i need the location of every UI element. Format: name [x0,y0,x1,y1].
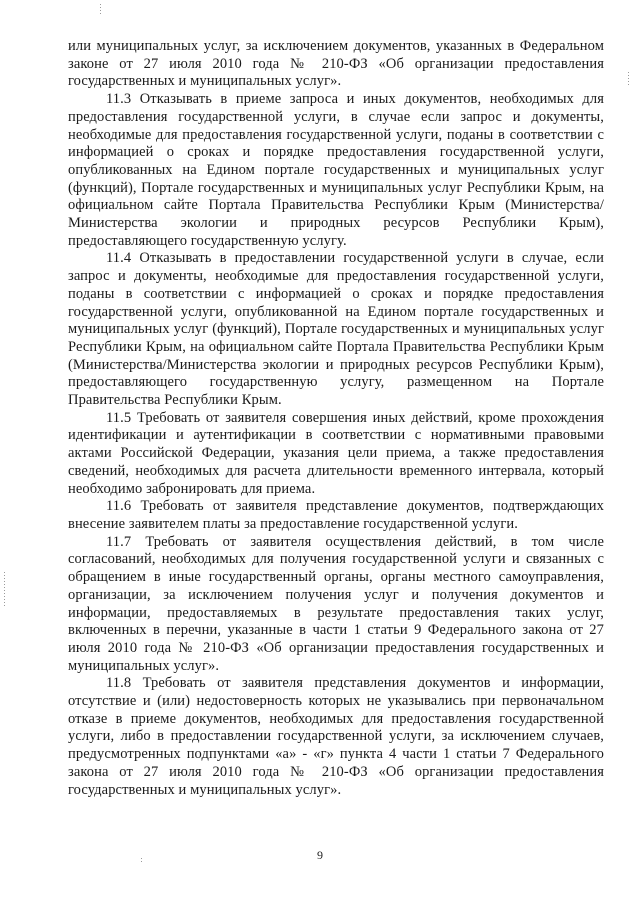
document-body [68,38,604,799]
paragraph-11-3: 11.3 Отказывать в приеме запроса и иных документов, необходимых для предоставления государственной услуги, в случае если запрос и документы, необходимые для предоставления государственной услуги, поданы в соответствии с информацией о сроках и порядке предоставления государственной услуги, опубликованных на Едином портале государственных и муниципальных услуг (функций), Портале государственных и муниципальных услуг Республики Крым, на официальном сайте Портала Правительства Республики Крым (Министерства/Министерства экологии и природных ресурсов Республики Крым), предоставляющего государственную услугу. [68,91,604,249]
page-number: 9 [317,848,323,862]
paragraph-11-5: 11.5 Требовать от заявителя совершения иных действий, кроме прохождения идентификации и аутентификации в соответствии с нормативными правовыми актами Российской Федерации, указания цели приема, а также предоставления сведений, необходимых для расчета длительности временного интервала, который необходимо забронировать для приема. [68,409,604,497]
scan-artifact-left [4,572,5,608]
paragraph-11-6: 11.6 Требовать от заявителя представление документов, подтверждающих внесение заявителем платы за предоставление государственной услуги. [68,498,604,532]
paragraph-11-4: 11.4 Отказывать в предоставлении государственной услуги в случае, если запрос и документы, необходимые для предоставления государственной услуги, поданы в соответствии с информацией о сроках и порядке предоставления государственной услуги, опубликованной на Едином портале государственных и муниципальных услуг (функций), Портале государственных и муниципальных услуг Республики Крым, на официальном сайте Портала Правительства Республики Крым (Министерства/Министерства экологии и природных ресурсов Республики Крым), предоставляющего государственную услугу, размещенном на Портале Правительства Республики Крым. [68,250,604,409]
paragraph-11-8: 11.8 Требовать от заявителя представления документов и информации, отсутствие и (или) недостоверность которых не указывались при первоначальном отказе в приеме документов, необходимых для предоставления государственной услуги, либо в предоставлении государственной услуги, за исключением случаев, предусмотренных подпунктами «а» - «г» пункта 4 части 1 статьи 7 Федерального закона от 27 июля 2010 года № 210-ФЗ «Об организации предоставления государственных и муниципальных услуг». [68,675,604,798]
paragraph-intro-continuation: или муниципальных услуг, за исключением документов, указанных в Федеральном законе от 27 июля 2010 года № 210-ФЗ «Об организации предоставления государственных и муниципальных услуг». [68,38,604,90]
paragraph-11-7: 11.7 Требовать от заявителя осуществления действий, в том числе согласований, необходимых для получения государственной услуги и связанных с обращением в иные государственный органы, органы местного самоуправления, организации, за исключением получения услуг и получения документов и информации, предоставляемых в результате предоставления таких услуг, включенных в перечни, указанные в части 1 статьи 9 Федерального закона от 27 июля 2010 года № 210-ФЗ «Об организации предоставления государственных и муниципальных услуг». [68,533,604,674]
scan-artifact-right [628,72,629,86]
scan-artifact-top [100,4,101,16]
